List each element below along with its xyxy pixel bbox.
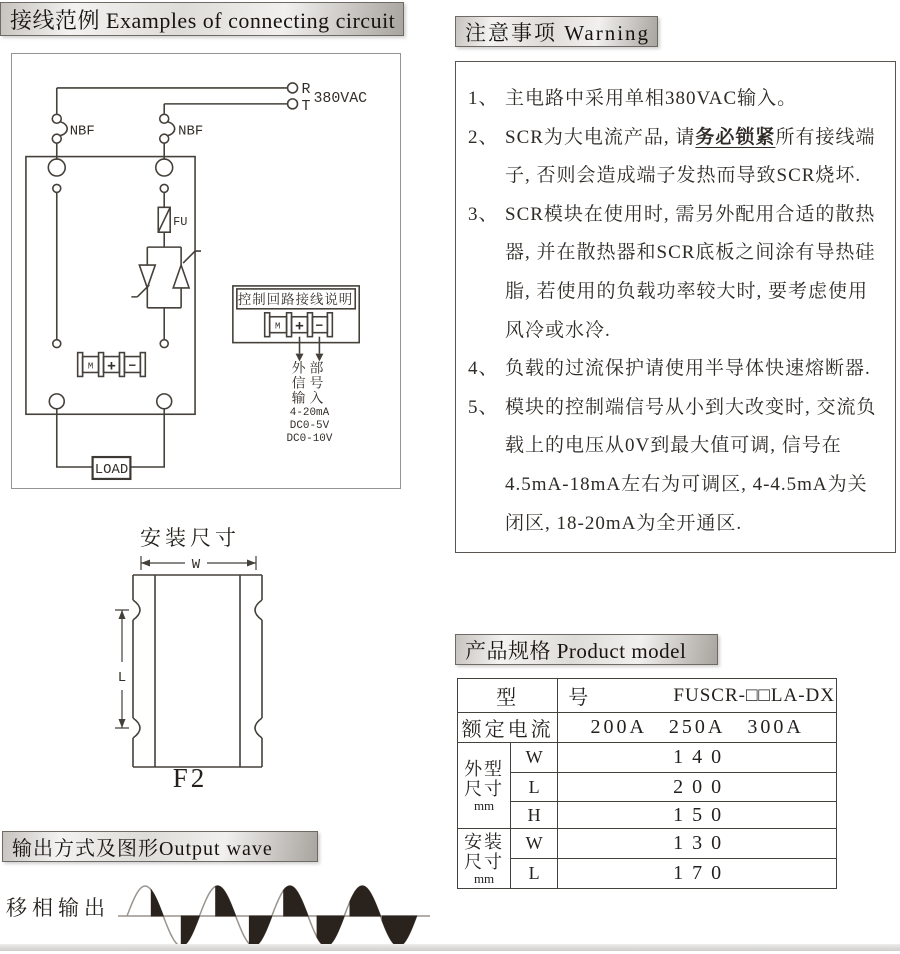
scr-antiparallel-symbol [131, 247, 201, 340]
cell-rated-current-values [558, 713, 837, 743]
module-output-terminal-right [157, 394, 172, 409]
load-label: LOAD [94, 461, 129, 478]
terminal-r [288, 83, 298, 93]
cell-mount-dim-l: L [511, 859, 558, 889]
scr-module-box [26, 157, 195, 415]
conduction-fill [181, 916, 199, 946]
warning-item-number: 3、 [468, 203, 499, 225]
width-dimension [141, 556, 256, 573]
warning-item-number: 5、 [468, 396, 499, 418]
mounting-dim-title: 安装尺寸 [140, 526, 240, 550]
warning-item-text: SCR为大电流产品, 请务必锁紧所有接线端子, 否则会造成端子发热而导致SCR烧坏. [505, 126, 876, 187]
cell-mount-dim-w: W [511, 829, 558, 859]
wiring-section-title: 接线范例 Examples of connecting circuit [10, 7, 396, 33]
right-branch-node [160, 340, 168, 348]
conduction-fill [151, 890, 163, 916]
signal-range-dc010v: DC0-10V [286, 433, 333, 446]
table-row [458, 859, 837, 889]
cell-mounting-dims-group [458, 829, 511, 889]
wiring-circuit-panel [11, 53, 401, 489]
table-row [458, 802, 837, 829]
cell-val-200: 200 [558, 773, 837, 802]
outline-group-line1: 外型 [464, 758, 505, 779]
signal-label-line1: 外部 [291, 361, 328, 377]
model-number: FUSCR-□□LA-DX [673, 684, 835, 706]
module-terminal-m-label: M [87, 361, 94, 372]
warning-item [468, 80, 887, 119]
warning-item-text: 主电路中采用单相380VAC输入。 [505, 88, 798, 109]
mount-group-line2: 尺寸 [464, 851, 505, 872]
control-terminal-plus-label: + [295, 319, 304, 336]
width-dim-label: W [191, 557, 201, 573]
supply-wires [57, 88, 288, 114]
conduction-fill [284, 886, 308, 916]
rated-current-label: 额定电流 [461, 719, 554, 741]
module-output-terminal-left [49, 394, 64, 409]
table-row [458, 713, 837, 743]
outline-group-unit: mm [473, 797, 495, 813]
cell-dim-h: H [511, 802, 558, 829]
mount-group-unit: mm [473, 870, 495, 886]
phase-r-label: R [301, 81, 311, 98]
cell-dim-w: W [511, 743, 558, 773]
rated-current-200a: 200A [590, 716, 647, 738]
warning-item [468, 119, 887, 196]
cell-val-140: 140 [558, 743, 837, 773]
cell-outline-dims-group [458, 743, 511, 829]
phase-t-label: T [301, 98, 311, 115]
module-input-terminal-left [48, 159, 65, 176]
signal-label-line2: 信号 [291, 376, 328, 392]
product-section-header [455, 634, 718, 665]
length-dimension [115, 610, 129, 728]
conduction-fill [382, 916, 416, 946]
control-wiring-title: 控制回路接线说明 [237, 291, 354, 307]
cell-rated-current-label [458, 713, 558, 743]
module-control-terminal-strip [78, 353, 146, 377]
outline-group-line2: 尺寸 [464, 778, 505, 799]
table-row [458, 773, 837, 802]
warning-item-number: 2、 [468, 126, 499, 148]
signal-range-dc05v: DC0-5V [289, 420, 330, 433]
warning-item-number: 4、 [468, 358, 499, 380]
table-row [458, 829, 837, 859]
conduction-fill [216, 886, 236, 916]
length-dim-label: L [117, 670, 127, 686]
fuse-symbol [158, 192, 170, 247]
module-input-terminal-right [156, 159, 173, 176]
conduction-fill [317, 916, 344, 946]
conduction-fill [249, 916, 271, 946]
wiring-section-header [0, 2, 404, 36]
output-waveform [118, 868, 438, 954]
load-wire-left [57, 408, 93, 467]
left-branch-node [53, 340, 61, 348]
warning-item-number: 1、 [468, 88, 499, 109]
rated-current-250a: 250A [668, 716, 726, 738]
warning-item-text: 负载的过流保护请使用半导体快速熔断器. [505, 358, 871, 380]
conduction-fill [350, 886, 380, 916]
inner-node-right [160, 184, 168, 192]
control-terminal-m-label: M [274, 321, 281, 332]
signal-input-arrows [296, 337, 324, 362]
cell-val-150: 150 [558, 802, 837, 829]
mounting-dimension-drawing [105, 552, 275, 797]
warning-item [468, 350, 887, 389]
supply-voltage-label: 380VAC [313, 90, 368, 107]
cell-model-value [558, 679, 837, 713]
signal-input-labels [286, 360, 332, 445]
warning-item [468, 389, 887, 543]
page-bottom-edge [0, 944, 900, 951]
product-section-title: 产品规格 Product model [465, 638, 687, 663]
cell-val-170: 170 [558, 859, 837, 889]
figure-label: F2 [172, 763, 208, 793]
model-right-label: 号 [568, 687, 592, 709]
module-terminal-minus-label: − [128, 358, 137, 374]
control-terminal-minus-label: − [315, 318, 324, 334]
load-wire-right [130, 408, 164, 467]
inner-node-left [53, 184, 61, 192]
output-section-title: 输出方式及图形Output wave [12, 838, 273, 860]
output-section-header [2, 831, 318, 862]
control-wiring-box [233, 286, 359, 343]
signal-range-420ma: 4-20mA [289, 407, 330, 420]
breaker-right [160, 114, 175, 159]
cell-model-left [458, 679, 558, 713]
cell-val-130: 130 [558, 829, 837, 859]
module-outline-drawing [133, 575, 262, 767]
rated-current-300a: 300A [747, 716, 804, 738]
mount-group-line1: 安装 [464, 831, 505, 852]
signal-label-line3: 输入 [291, 391, 328, 407]
terminal-t [288, 99, 298, 109]
breaker-left [52, 114, 67, 158]
warning-list [455, 61, 896, 553]
circuit-diagram [12, 54, 400, 488]
cell-dim-l: L [511, 773, 558, 802]
warning-section-title: 注意事项 Warning [465, 20, 651, 45]
table-row [458, 679, 837, 713]
module-terminal-plus-label: + [107, 359, 116, 376]
warning-section-header [455, 16, 658, 47]
warning-item [468, 196, 887, 350]
breaker-left-label: NBF [69, 123, 95, 140]
table-row [458, 743, 837, 773]
model-left-label: 型 [496, 687, 520, 709]
fuse-label: FU [173, 215, 188, 230]
warning-item-text: 模块的控制端信号从小到大改变时, 交流负载上的电压从0V到最大值可调, 信号在4.5mA-18mA左右为可调区, 4-4.5mA为关闭区, 18-20mA为全开通区. [505, 396, 877, 534]
breaker-right-label: NBF [178, 123, 204, 140]
warning-item-text: SCR模块在使用时, 需另外配用合适的散热器, 并在散热器和SCR底板之间涂有导热硅脂, 若使用的负载功率较大时, 要考虑使用风冷或水冷. [505, 203, 876, 341]
wave-type-label: 移相输出 [6, 896, 110, 920]
product-model-table [457, 678, 837, 889]
